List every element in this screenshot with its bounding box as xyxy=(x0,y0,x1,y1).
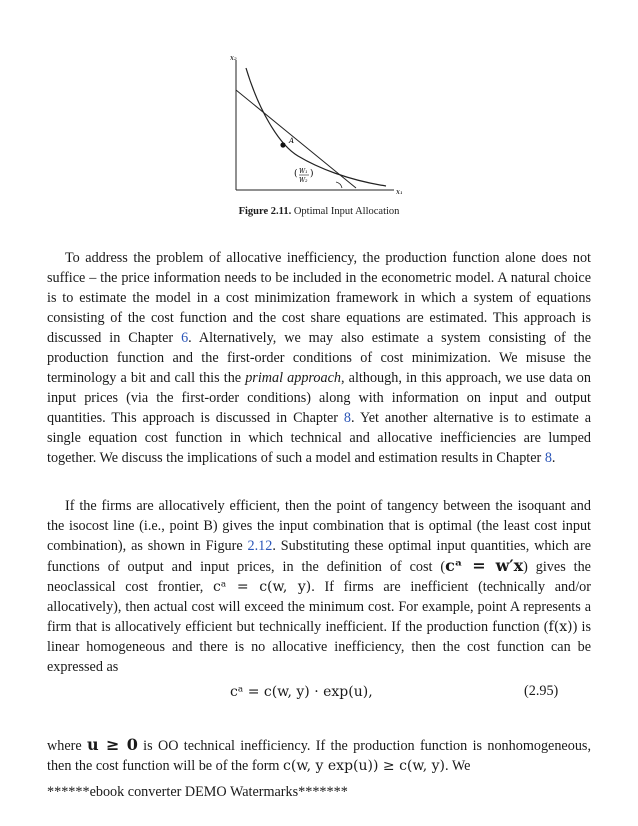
text: where xyxy=(47,738,87,754)
inefficiency-math: u ≥ 0 xyxy=(86,735,138,754)
chapter-8-link-2[interactable]: 8 xyxy=(544,450,552,466)
figure-number: Figure 2.11. xyxy=(238,206,292,217)
slope-paren-right: ) xyxy=(310,169,314,179)
watermark: ******ebook converter DEMO Watermarks******* xyxy=(47,784,348,800)
slope-paren-left: ( xyxy=(294,169,298,179)
point-a-label: A xyxy=(289,137,295,145)
equation-number: (2.95) xyxy=(524,683,559,699)
paragraph-allocative-efficiency xyxy=(47,496,591,677)
text: ) gives the neoclassical cost frontier, xyxy=(47,559,591,595)
chapter-8-link[interactable]: 8 xyxy=(343,410,351,426)
point-a-marker xyxy=(280,142,285,147)
angle-arc xyxy=(336,182,342,188)
cost-frontier-math: cᵃ = c(w, y) xyxy=(213,579,312,595)
figure-optimal-input-allocation xyxy=(218,48,418,203)
text: . Yet another alternative is to estimate a single equation cost function in which technical and allocative inefficiencies are lumped together. We discuss the implications of such a model and estimation results in Chapter xyxy=(47,410,591,466)
slope-label-denominator: W₂ xyxy=(299,177,308,184)
primal-approach-emphasis: primal approach xyxy=(245,370,342,386)
text: . Substituting these optimal input quantities, which are functions of output and input prices, in the definition of cost ( xyxy=(47,538,592,575)
paragraph-oo-inefficiency xyxy=(47,735,591,776)
slope-label-numerator: W₁ xyxy=(299,168,308,175)
text: is OO technical inefficiency. If the production function is nonhomogeneous, then the cost function will be of the form xyxy=(47,738,591,774)
y-axis-label: x₂ xyxy=(230,54,237,62)
isoquant-diagram xyxy=(218,48,418,203)
nonhomogeneous-cost-math: c(w, y exp(u)) ≥ c(w, y) xyxy=(283,758,445,774)
text: If the firms are allocatively efficient, then the point of tangency between the isoquant and the isocost line (i.e., point B) gives the input combination that is optimal (the least cost input combination), as shown in Figure xyxy=(47,498,591,554)
paragraph-allocative-inefficiency xyxy=(47,248,591,468)
figure-caption xyxy=(0,206,638,217)
text: To address the problem of allocative inefficiency, the production function alone does not suffice – the price information needs to be included in the econometric model. A natural choice is to estimate the model in a cost minimization framework in which a system of equations consisting of the cost function and the cost share equations are estimated. This approach is discussed in Chapter xyxy=(47,250,591,346)
isoquant-curve xyxy=(246,68,386,186)
text: , although, in this approach, we use data on input prices (via the first-order conditions) along with information on input and output quantities. This approach is discussed in Chapter xyxy=(47,370,591,426)
text: ) is linear homogeneous and there is no allocative inefficiency, then the cost function can be expressed as xyxy=(47,619,591,675)
production-function-math: f(x) xyxy=(548,619,573,635)
text: . If firms are inefficient (technically and/or allocatively), then actual cost will exceed the minimum cost. For example, point A represents a firm that is allocatively efficient but technically inefficient. If the production function ( xyxy=(47,579,591,635)
text: . Alternatively, we may also estimate a system consisting of the production function and the first-order conditions of cost minimization. We misuse the terminology a bit and call this the xyxy=(47,330,592,386)
figure-title: Optimal Input Allocation xyxy=(293,206,400,217)
cost-definition-math: cᵃ = w′x xyxy=(445,556,524,575)
text: . We xyxy=(444,758,471,774)
x-axis-label: x₁ xyxy=(396,188,403,196)
text: . xyxy=(551,450,556,466)
equation-2-95: cᵃ = c(w, y) · exp(u), xyxy=(230,684,373,700)
chapter-6-link[interactable]: 6 xyxy=(181,330,189,346)
figure-2-12-link[interactable]: 2.12 xyxy=(247,538,273,554)
